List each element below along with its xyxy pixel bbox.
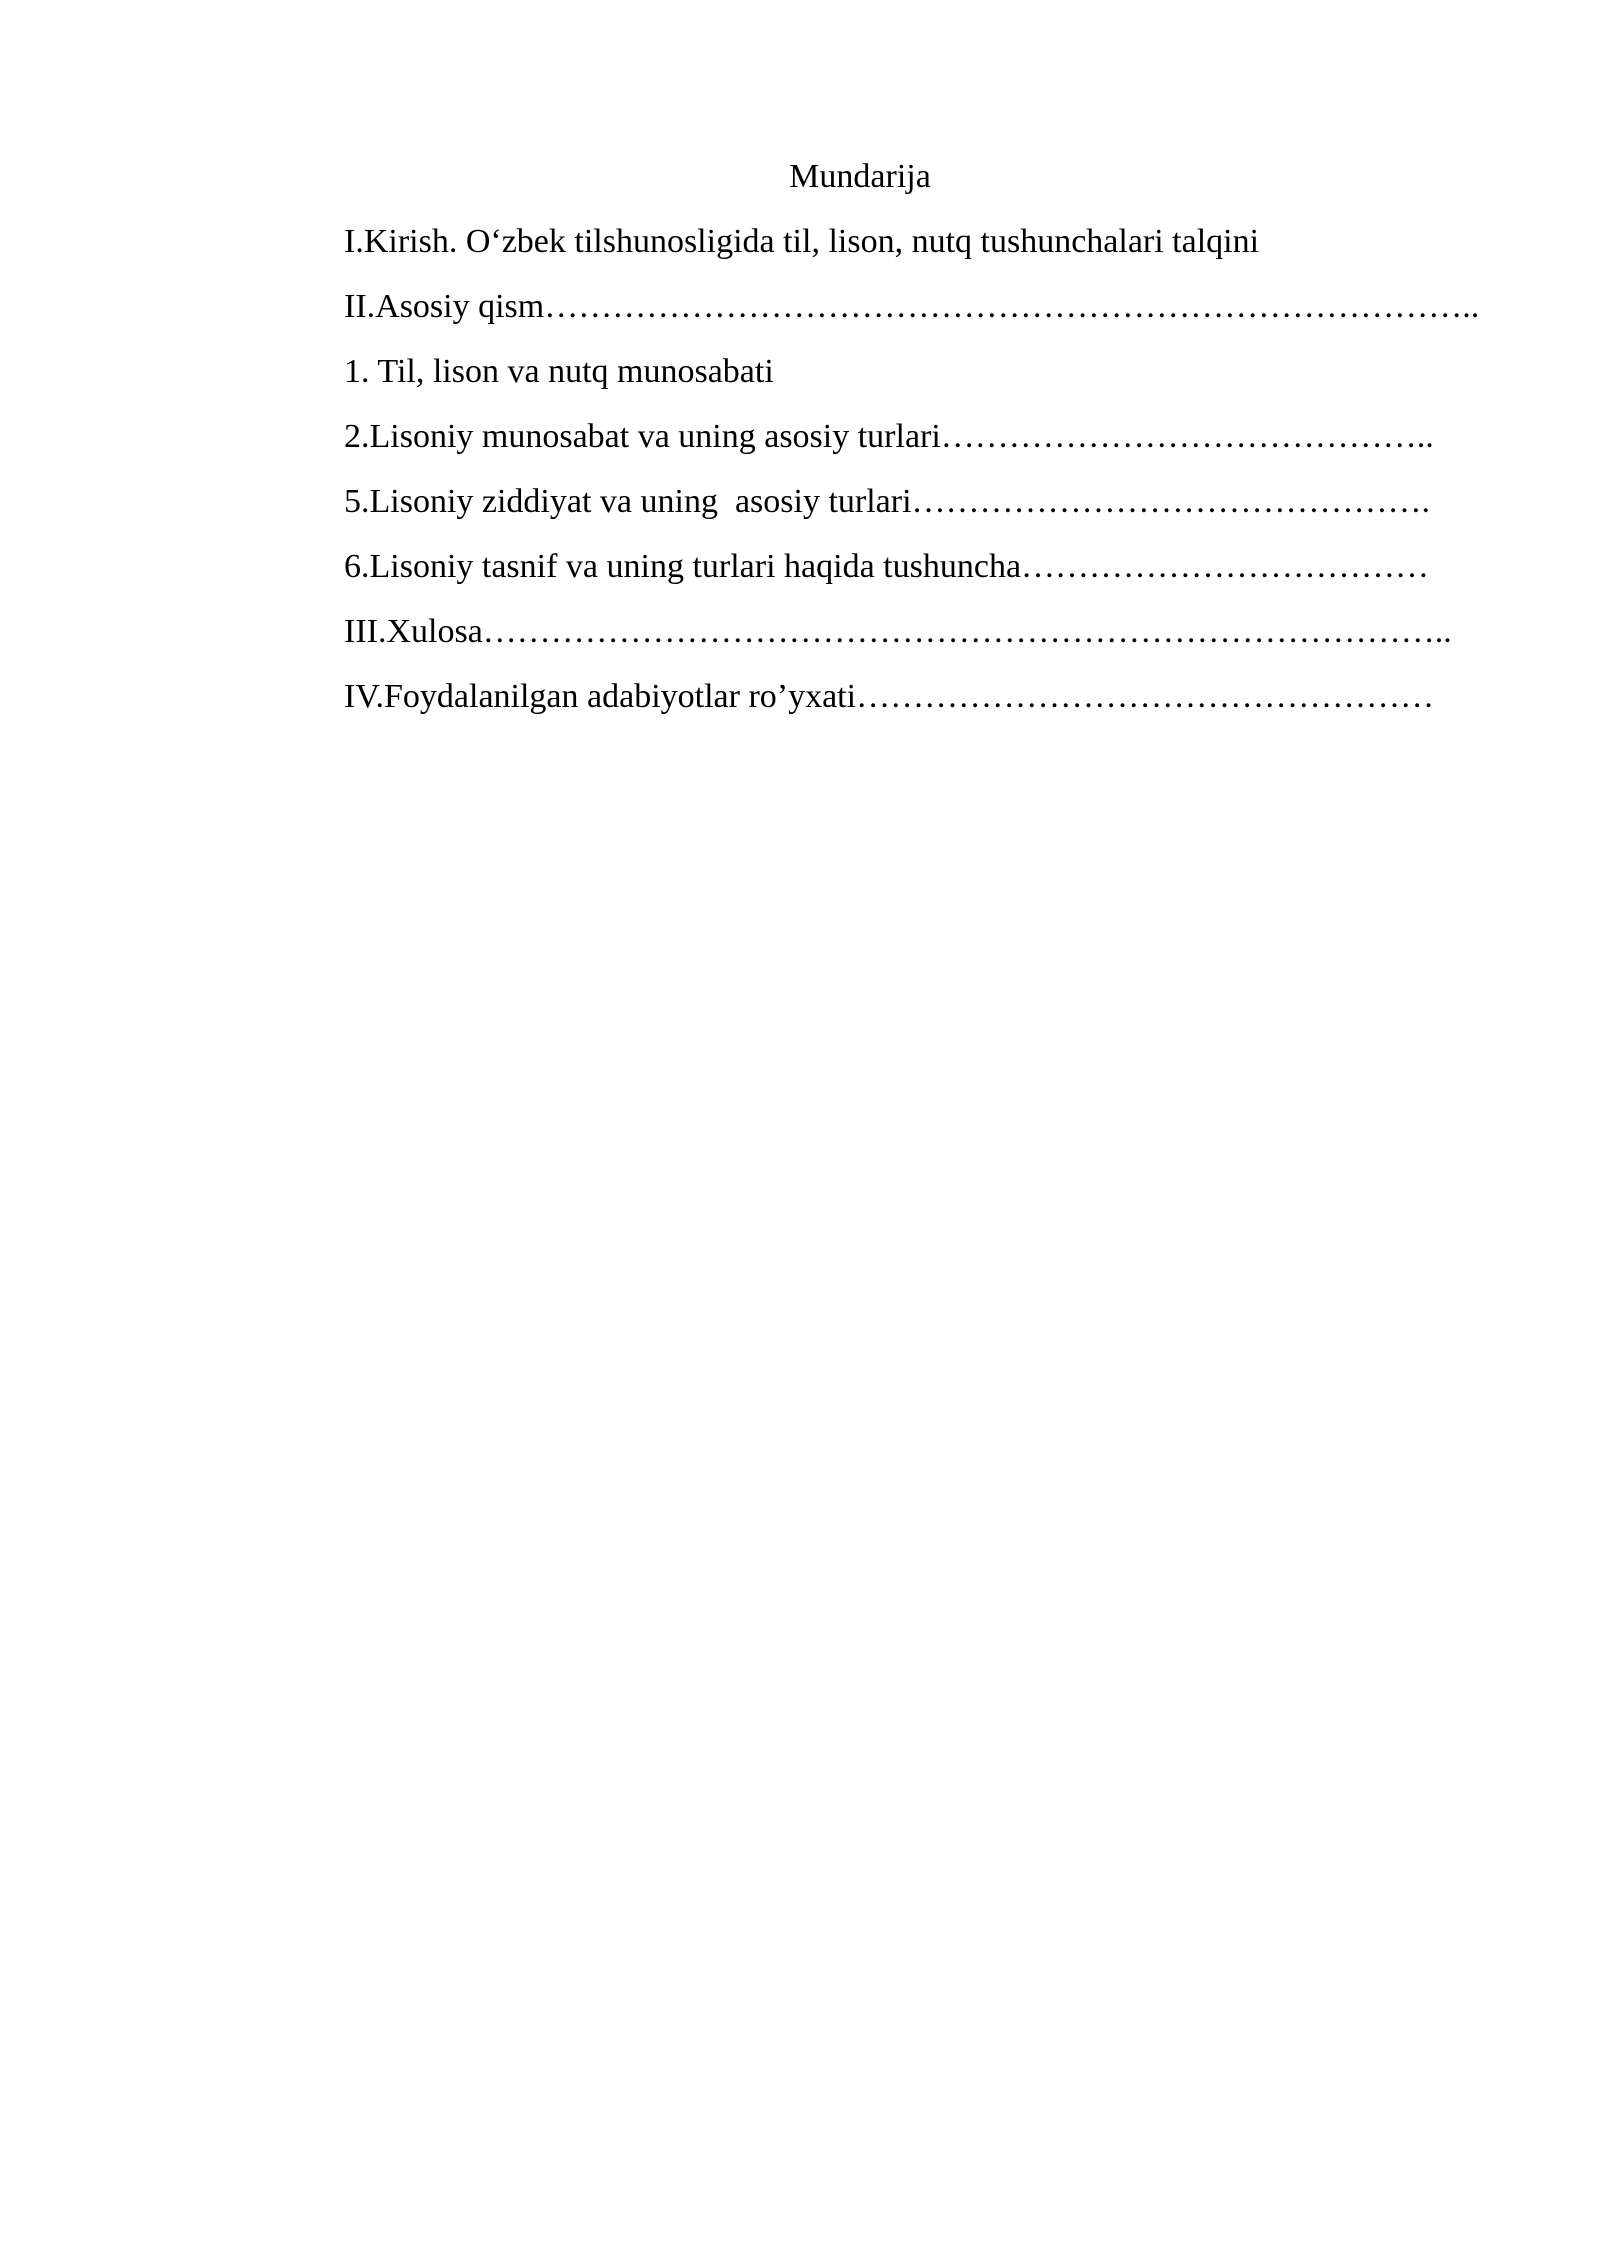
toc-entry-text: 2.Lisoniy munosabat va uning asosiy turlari…………………………………….. [344,418,1434,455]
toc-entry-references [229,664,1491,729]
toc-entry-text: 6.Lisoniy tasnif va uning turlari haqida tushuncha……………………………… [344,548,1430,585]
toc-entry-introduction [229,209,1491,274]
toc-title: Mundarija [789,158,931,195]
table-of-contents [229,144,1491,729]
toc-entry-main-part [229,274,1491,339]
toc-entry-text: I.Kirish. O‘zbek tilshunosligida til, lison, nutq tushunchalari talqini [344,223,1260,260]
toc-entry-section-2 [229,404,1491,469]
toc-entry-text: 1. Til, lison va nutq munosabati [344,353,774,390]
toc-entry-text: 5.Lisoniy ziddiyat va uning asosiy turlari………………………………………. [344,483,1431,520]
toc-entry-section-1 [229,339,1491,404]
toc-entry-text: II.Asosiy qism……………………………………………………………………….. [344,288,1480,325]
toc-entry-text: III.Xulosa………………………………………………………………………….. [344,613,1452,650]
toc-entry-section-6 [229,534,1491,599]
toc-entry-section-5 [229,469,1491,534]
toc-entry-conclusion [229,599,1491,664]
toc-entry-text: IV.Foydalanilgan adabiyotlar ro’yxati…………………………………………… [344,678,1435,715]
